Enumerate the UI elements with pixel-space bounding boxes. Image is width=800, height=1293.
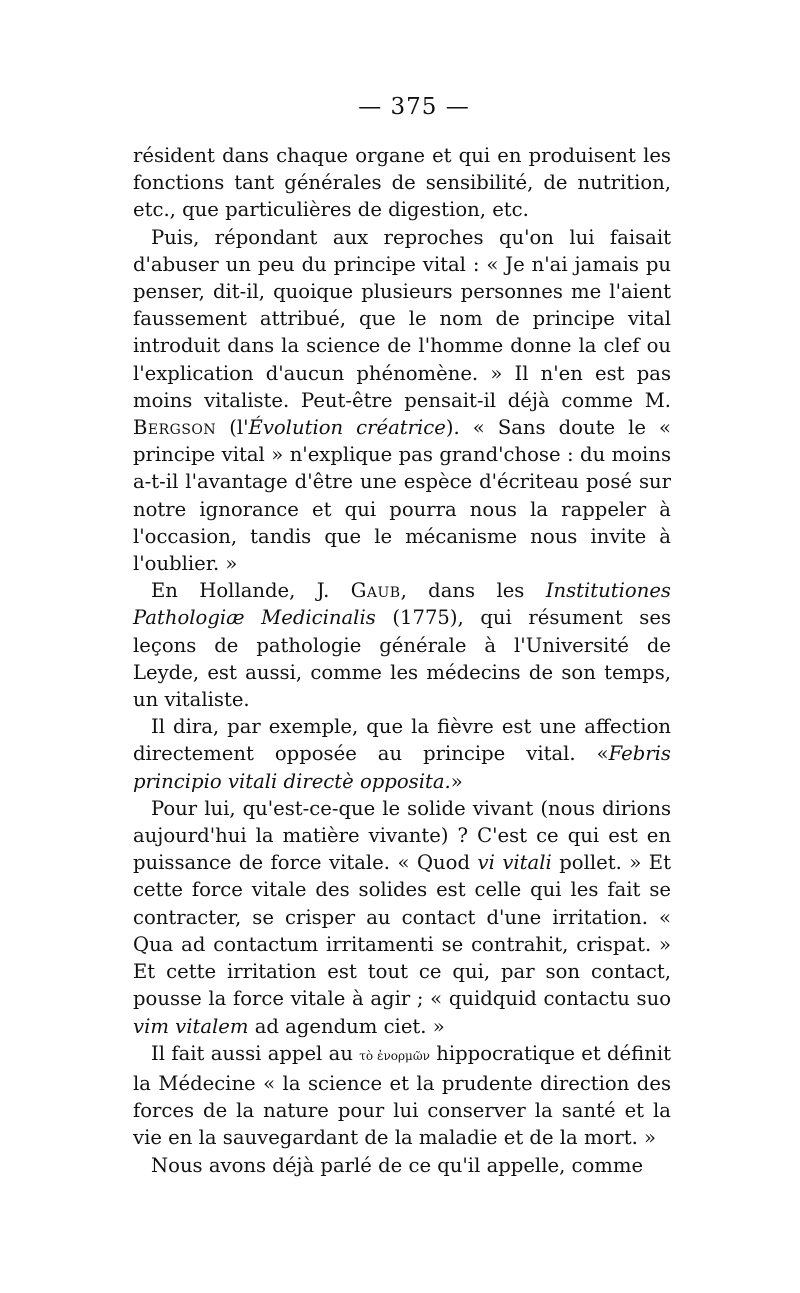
- latin-quote-febris: Febris principio vitali directè opposita.: [133, 742, 671, 793]
- paragraph-2-quote: ). « Sans doute le « principe vital » n'explique pas grand'chose : du moins a-t-il l'avantage d'être une espèce d'écriteau posé sur notre ignorance et qui pourra nous la rappeler à l'occasion, tandis que le mécanisme nous invite à l'oublier. »: [133, 416, 671, 576]
- body-text: [133, 142, 671, 1179]
- paragraph-6-text-1: Il fait aussi appel au: [151, 1041, 360, 1065]
- paragraph-2-paren: (l': [216, 416, 249, 440]
- paragraph-5-text-2: pollet. » Et cette force vitale des solides est celle qui les fait se contracter, se crisper au contact d'une irritation. « Qua ad contactum irritamenti se contrahit, crispat. » Et cette irritation est tout ce qui, par son contact, pousse la force vitale à agir ; « quidquid contactu suo: [133, 851, 671, 1011]
- author-name-gaub: Gaub: [350, 579, 401, 603]
- latin-vim-vitalem: vim vitalem: [133, 1014, 249, 1038]
- paragraph-4-text: Il dira, par exemple, que la fièvre est une affection directement opposée au principe vital. «: [133, 715, 671, 766]
- paragraph-3-between: , dans les: [400, 579, 546, 603]
- paragraph-5-text-3: ad agendum ciet. »: [248, 1014, 445, 1038]
- paragraph-5: [133, 795, 671, 1040]
- paragraph-2: [133, 224, 671, 578]
- paragraph-2-text: Puis, répondant aux reproches qu'on lui faisait d'abuser un peu du principe vital : « Je n'ai jamais pu penser, dit-il, quoique plusieurs personnes me l'aient faussement attribué, que le nom de principe vital introduit dans la science de l'homme donne la clef ou l'explication d'aucun phénomène. » Il n'en est pas moins vitaliste. Peut-être pensait-il déjà comme M.: [133, 225, 671, 412]
- page-number: — 375 —: [358, 94, 470, 120]
- book-title-evolution-creatrice: Évolution créatrice: [248, 416, 446, 440]
- paragraph-6-text-2: hippocratique et définit la Médecine « la science et la prudente direction des forces de la nature pour lui conserver la santé et la vie en la sauvegardant de la maladie et de la mort. »: [133, 1041, 671, 1150]
- paragraph-5-text-1: Pour lui, qu'est-ce-que le solide vivant (nous dirions aujourd'hui la matière vivante) ? C'est ce qui est en puissance de force vitale. « Quod: [133, 796, 671, 875]
- latin-vi-vitali: vi vitali: [477, 851, 552, 875]
- paragraph-7: Nous avons déjà parlé de ce qu'il appelle, comme: [151, 1153, 644, 1177]
- paragraph-3-text: En Hollande, J.: [151, 579, 351, 603]
- paragraph-4: [133, 713, 671, 795]
- paragraph-6: [133, 1040, 671, 1152]
- greek-term: τὸ ἐνορμῶν: [359, 1048, 430, 1063]
- paragraph-4-close: »: [450, 769, 463, 793]
- author-name-bergson: Bergson: [133, 416, 217, 440]
- paragraph-3-rest: (1775), qui résument ses leçons de pathologie générale à l'Université de Leyde, est aussi, comme les médecins de son temps, un vitaliste.: [133, 606, 671, 712]
- book-title-institutiones: Institutiones Pathologiæ Medicinalis: [133, 579, 671, 630]
- paragraph-3: [133, 577, 671, 713]
- paragraph-1: résident dans chaque organe et qui en produisent les fonctions tant générales de sensibilité, de nutrition, etc., que particulières de digestion, etc.: [133, 144, 671, 222]
